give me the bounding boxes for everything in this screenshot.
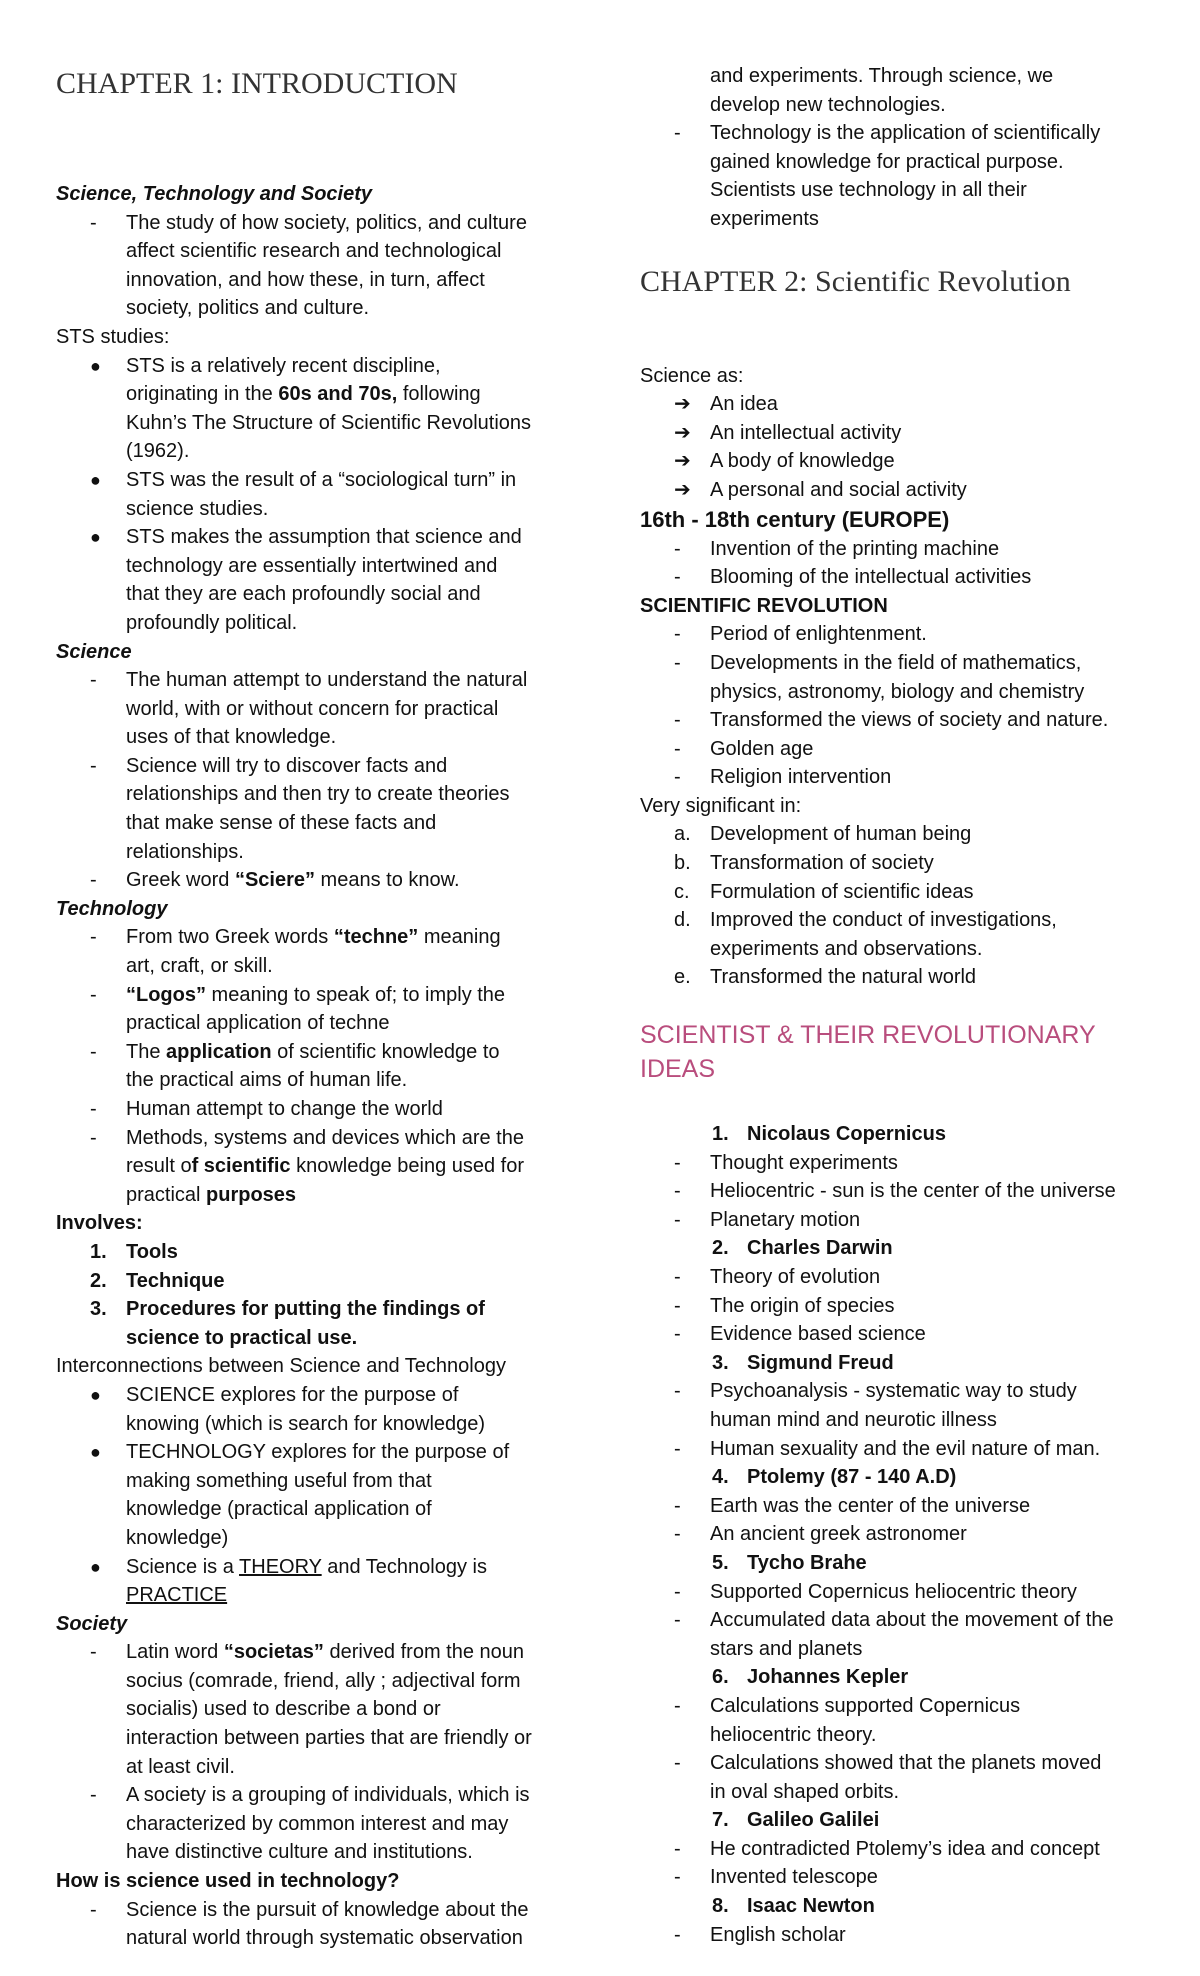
list-marker: - xyxy=(674,1494,681,1517)
scientific-revolution-item xyxy=(640,649,1160,706)
list-item-text: Calculations showed that the planets moved xyxy=(710,1752,1102,1775)
list-item-text: Evidence based science xyxy=(710,1323,926,1346)
list-item-text: Theory of evolution xyxy=(710,1266,881,1288)
sts-heading: Science, Technology and Society xyxy=(56,183,373,205)
scientist-name xyxy=(640,1806,1160,1835)
scientist-idea xyxy=(640,1320,1160,1349)
scientist-number: 7. xyxy=(712,1809,729,1832)
list-marker: - xyxy=(674,766,681,789)
technology-heading: Technology xyxy=(56,897,168,920)
sts-bullet-2: ● STS was the result of a “sociological turn” in science studies. xyxy=(90,468,517,520)
scientist-name xyxy=(640,1892,1160,1921)
list-marker: - xyxy=(674,566,681,589)
list-item-text: Human sexuality and the evil nature of man. xyxy=(710,1437,1101,1460)
science-def-3: - Greek word “Sciere” means to know. xyxy=(90,869,460,892)
list-item-text: Transformation of society xyxy=(710,852,934,875)
scientist-idea xyxy=(640,1863,1160,1892)
list-marker: b. xyxy=(674,852,691,875)
list-item-text: Calculations supported Copernicus xyxy=(710,1694,1021,1717)
list-item-text: Psychoanalysis - systematic way to study xyxy=(710,1380,1077,1403)
significant-list xyxy=(640,820,1160,992)
list-marker: - xyxy=(674,1866,681,1889)
scientist-number: 2. xyxy=(712,1237,729,1260)
scientist-name-text: Nicolaus Copernicus xyxy=(747,1123,946,1146)
tech-def-3: - The application of scientific knowledge to the practical aims of human life. xyxy=(90,1040,500,1092)
list-marker: - xyxy=(674,1266,681,1288)
sts-bullet-3: ● STS makes the assumption that science and technology are essentially intertwined and that they are each profoundly social and profoundly political. xyxy=(90,526,522,634)
scientist-name xyxy=(640,1349,1160,1378)
list-item-text: Planetary motion xyxy=(710,1208,861,1231)
tech-def-2: - “Logos” meaning to speak of; to imply the practical application of techne xyxy=(90,983,506,1035)
list-item-text: Golden age xyxy=(710,737,814,760)
significant-item xyxy=(640,906,1160,963)
list-marker: - xyxy=(674,1694,681,1717)
scientist-number: 5. xyxy=(712,1551,729,1574)
list-item-text: Developments in the field of mathematics, xyxy=(710,651,1082,674)
bullet-marker: ● xyxy=(90,355,101,376)
list-marker: - xyxy=(674,1923,681,1946)
list-marker: - xyxy=(674,1151,681,1174)
scientist-name xyxy=(640,1234,1160,1263)
list-item-text: stars and planets xyxy=(710,1637,863,1660)
scientist-name xyxy=(640,1549,1160,1578)
significant-item xyxy=(640,963,1160,992)
society-heading: Society xyxy=(56,1612,128,1635)
scientific-revolution-heading: SCIENTIFIC REVOLUTION xyxy=(640,594,888,617)
sts-definition: - The study of how society, politics, and culture affect scientific research and technological innovation, and how these, in turn, affect society, politics and culture. xyxy=(56,209,576,323)
list-marker: - xyxy=(674,737,681,760)
scientific-revolution-list xyxy=(640,620,1160,792)
list-item-text: He contradicted Ptolemy’s idea and concept xyxy=(710,1837,1100,1860)
science-as-item xyxy=(640,447,1160,476)
list-marker: c. xyxy=(674,880,690,903)
scientist-idea xyxy=(640,1578,1160,1607)
list-marker: - xyxy=(674,1580,681,1603)
list-item-text: Accumulated data about the movement of the xyxy=(710,1609,1114,1632)
list-marker: ➔ xyxy=(674,478,691,501)
scientist-idea xyxy=(640,1292,1160,1321)
interconnections-bullet-2: ● TECHNOLOGY explores for the purpose of making something useful from that knowledge (practical application of knowledge) xyxy=(90,1441,510,1549)
list-item-text: Improved the conduct of investigations, xyxy=(710,909,1057,932)
scientist-name-text: Johannes Kepler xyxy=(747,1666,909,1689)
list-item-text: human mind and neurotic illness xyxy=(710,1408,997,1431)
scientist-idea xyxy=(640,1177,1160,1206)
list-item-text: Transformed the views of society and nature. xyxy=(710,709,1109,732)
science-def-2: - Science will try to discover facts and relationships and then try to create theories that make sense of these facts and relationships. xyxy=(90,754,510,863)
scientist-idea xyxy=(640,1749,1160,1806)
significant-item xyxy=(640,878,1160,907)
scientists-list xyxy=(640,1120,1160,1949)
significant-label: Very significant in: xyxy=(640,794,802,817)
involves-item-3: 3. Procedures for putting the findings of science to practical use. xyxy=(90,1298,485,1349)
scientist-idea xyxy=(640,1921,1160,1950)
century-item xyxy=(640,563,1160,592)
how-heading: How is science used in technology? xyxy=(56,1870,400,1893)
interconnections-bullet-3: ● Science is a THEORY and Technology is PRACTICE xyxy=(90,1555,487,1607)
tech-def-1: - From two Greek words “techne” meaning art, craft, or skill. xyxy=(90,926,501,978)
scientist-name xyxy=(640,1120,1160,1149)
list-marker: - xyxy=(674,1752,681,1775)
science-def-1: - The human attempt to understand the natural world, with or without concern for practical uses of that knowledge. xyxy=(90,669,528,749)
involves-item-2: 2. Technique xyxy=(90,1269,225,1292)
how-def-1: - Science is the pursuit of knowledge about the natural world through systematic observation xyxy=(90,1898,529,1950)
involves-label: Involves: xyxy=(56,1212,143,1235)
list-item-text: Formulation of scientific ideas xyxy=(710,880,974,903)
chapter1-title: CHAPTER 1: INTRODUCTION xyxy=(56,67,458,100)
list-item-text: in oval shaped orbits. xyxy=(710,1780,900,1803)
list-item-text: Blooming of the intellectual activities xyxy=(710,566,1032,589)
list-marker: - xyxy=(674,1437,681,1460)
list-marker: d. xyxy=(674,909,691,932)
list-marker: a. xyxy=(674,823,691,846)
list-item-text: A body of knowledge xyxy=(710,450,895,473)
scientist-idea xyxy=(640,1606,1160,1663)
scientists-heading: SCIENTIST & THEIR REVOLUTIONARY IDEAS xyxy=(640,1021,1096,1084)
list-marker: - xyxy=(674,1180,681,1203)
scientist-idea xyxy=(640,1520,1160,1549)
century-list xyxy=(640,535,1160,592)
sts-studies-label: STS studies: xyxy=(56,325,170,348)
scientist-name-text: Isaac Newton xyxy=(747,1895,875,1918)
interconnections-bullet-1: ● SCIENCE explores for the purpose of knowing (which is search for knowledge) xyxy=(90,1383,486,1435)
list-item-text: An ancient greek astronomer xyxy=(710,1523,967,1546)
list-item-text: A personal and social activity xyxy=(710,478,967,501)
science-as-label: Science as: xyxy=(640,364,744,387)
list-marker: - xyxy=(674,1294,681,1317)
list-marker: - xyxy=(674,1609,681,1632)
list-item-text: Period of enlightenment. xyxy=(710,623,927,646)
scientist-idea xyxy=(640,1263,1160,1292)
science-as-list xyxy=(640,390,1160,504)
list-marker: - xyxy=(674,537,681,560)
list-marker: - xyxy=(674,651,681,674)
list-marker: - xyxy=(674,1837,681,1860)
list-marker: - xyxy=(674,1380,681,1403)
scientist-name-text: Tycho Brahe xyxy=(747,1551,867,1574)
scientist-idea xyxy=(640,1206,1160,1235)
how-def-1-continued: and experiments. Through science, we develop new technologies. xyxy=(710,65,1054,116)
list-item-text: Heliocentric - sun is the center of the universe xyxy=(710,1180,1116,1203)
list-marker: - xyxy=(674,1523,681,1546)
scientist-name xyxy=(640,1463,1160,1492)
list-item-text: Earth was the center of the universe xyxy=(710,1494,1031,1517)
list-marker: ➔ xyxy=(674,421,691,444)
list-marker: - xyxy=(674,1208,681,1231)
chapter2-title: CHAPTER 2: Scientific Revolution xyxy=(640,264,1071,298)
significant-item xyxy=(640,820,1160,849)
tech-def-4: - Human attempt to change the world xyxy=(90,1098,443,1120)
list-item-text: Invented telescope xyxy=(710,1866,878,1889)
scientist-number: 3. xyxy=(712,1351,729,1374)
scientist-name-text: Ptolemy (87 - 140 A.D) xyxy=(747,1466,957,1489)
list-marker: - xyxy=(674,709,681,732)
list-item-text: Invention of the printing machine xyxy=(710,537,1000,560)
left-column xyxy=(56,0,576,1953)
list-item-text: An intellectual activity xyxy=(710,421,902,444)
scientific-revolution-item xyxy=(640,706,1160,735)
list-marker: - xyxy=(674,1323,681,1346)
scientist-idea xyxy=(640,1435,1160,1464)
society-def-2: - A society is a grouping of individuals, which is characterized by common interest and may have distinctive culture and institutions. xyxy=(90,1784,530,1864)
scientific-revolution-item xyxy=(640,763,1160,792)
how-def-2: - Technology is the application of scientifically gained knowledge for practical purpose. Scientists use technology in all their experiments xyxy=(674,122,1101,230)
scientist-idea xyxy=(640,1149,1160,1178)
century-item xyxy=(640,535,1160,564)
list-item-text: The origin of species xyxy=(710,1294,895,1317)
science-as-item xyxy=(640,390,1160,419)
society-def-1: - Latin word “societas” derived from the noun socius (comrade, friend, ally ; adjectival form socialis) used to describe a bond or interaction between parties that are friendly or at least civil. xyxy=(90,1641,532,1778)
science-as-item xyxy=(640,476,1160,505)
list-item-text: heliocentric theory. xyxy=(710,1723,877,1746)
list-item-text: An idea xyxy=(710,393,778,416)
list-marker: ➔ xyxy=(674,393,691,416)
sts-bullet-1: ● STS is a relatively recent discipline, originating in the 60s and 70s, following Kuhn’s The Structure of Scientific Revolutions (1962). xyxy=(56,352,576,466)
list-item-text: Development of human being xyxy=(710,823,972,846)
list-item-text: experiments and observations. xyxy=(710,937,983,960)
involves-item-1: 1. Tools xyxy=(90,1240,178,1263)
dash-marker: - xyxy=(90,211,97,234)
list-marker: - xyxy=(674,623,681,646)
scientist-number: 1. xyxy=(712,1123,729,1146)
interconnections-label: Interconnections between Science and Technology xyxy=(56,1355,506,1378)
science-heading: Science xyxy=(56,640,132,663)
list-marker: e. xyxy=(674,966,691,989)
scientist-name-text: Charles Darwin xyxy=(747,1237,893,1260)
scientist-idea xyxy=(640,1692,1160,1749)
list-item-text: Thought experiments xyxy=(710,1151,898,1174)
scientist-name-text: Galileo Galilei xyxy=(747,1809,880,1832)
scientist-name xyxy=(640,1663,1160,1692)
scientist-name-text: Sigmund Freud xyxy=(747,1351,894,1374)
list-item-text: Religion intervention xyxy=(710,766,892,789)
list-item-text: Transformed the natural world xyxy=(710,966,977,989)
significant-item xyxy=(640,849,1160,878)
scientist-idea xyxy=(640,1835,1160,1864)
scientist-number: 4. xyxy=(712,1466,729,1489)
list-item-text: English scholar xyxy=(710,1923,846,1946)
list-marker: ➔ xyxy=(674,450,691,473)
scientist-number: 8. xyxy=(712,1895,729,1918)
science-as-item xyxy=(640,419,1160,448)
right-column xyxy=(640,62,1160,1949)
scientific-revolution-item xyxy=(640,735,1160,764)
tech-def-5: - Methods, systems and devices which are the result of scientific knowledge being used for practical purposes xyxy=(90,1126,525,1206)
scientist-idea xyxy=(640,1492,1160,1521)
list-item-text: Supported Copernicus heliocentric theory xyxy=(710,1580,1077,1603)
century-heading: 16th - 18th century (EUROPE) xyxy=(640,506,950,532)
scientist-number: 6. xyxy=(712,1666,729,1689)
scientific-revolution-item xyxy=(640,620,1160,649)
scientist-idea xyxy=(640,1377,1160,1434)
list-item-text: physics, astronomy, biology and chemistry xyxy=(710,680,1085,703)
